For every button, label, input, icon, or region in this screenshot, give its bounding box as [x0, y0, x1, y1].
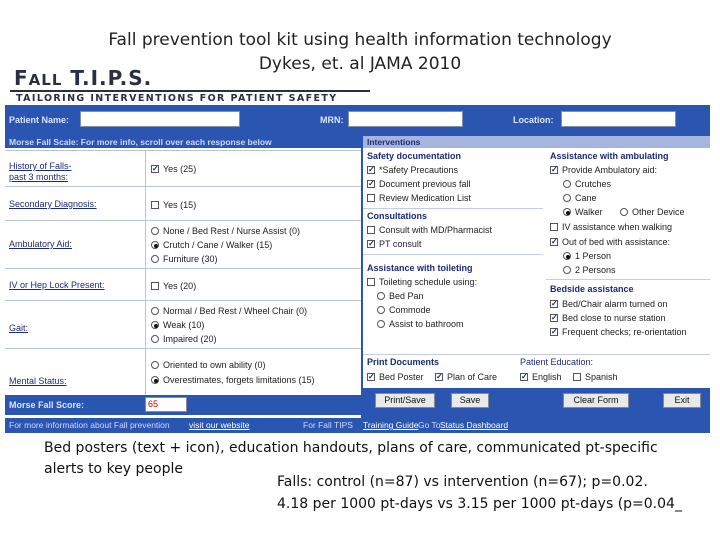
- radio-icon: [377, 320, 385, 328]
- option-label: Normal / Bed Rest / Wheel Chair (0): [163, 306, 308, 316]
- history-of-falls-label-1: History of Falls-: [9, 161, 72, 171]
- training-guide-link[interactable]: Training Guide: [363, 420, 419, 430]
- morse-row-gait: [5, 300, 361, 348]
- out-of-bed-assistance-checkbox[interactable]: [550, 236, 670, 248]
- safety-documentation-title: Safety documentation: [367, 151, 462, 161]
- print-save-button[interactable]: Print/Save: [375, 393, 435, 408]
- aid-cane-radio[interactable]: [563, 192, 597, 204]
- secondary-diagnosis-yes[interactable]: [151, 199, 196, 211]
- plan-of-care-checkbox[interactable]: [435, 371, 497, 383]
- checkbox-checked-icon: [550, 238, 558, 246]
- toileting-schedule-checkbox[interactable]: [367, 276, 477, 288]
- mental-status-oriented[interactable]: [151, 359, 266, 371]
- slide-title-line1: Fall prevention tool kit using health information technology: [108, 30, 612, 50]
- option-label: Frequent checks; re-orientation: [562, 327, 687, 337]
- aid-walker-radio[interactable]: [563, 206, 603, 218]
- row-divider: [145, 301, 146, 348]
- toileting-assist-bathroom-radio[interactable]: [377, 318, 464, 330]
- row-divider: [145, 349, 146, 396]
- checkbox-checked-icon: [550, 314, 558, 322]
- slide-title-line2: Dykes, et. al JAMA 2010: [258, 54, 462, 74]
- option-label: Yes (15): [163, 200, 197, 210]
- visit-website-link[interactable]: visit our website: [189, 420, 250, 430]
- option-label: Bed/Chair alarm turned on: [562, 299, 668, 309]
- secondary-diagnosis-label: Secondary Diagnosis:: [9, 199, 97, 209]
- radio-selected-icon: [563, 252, 571, 260]
- checkbox-checked-icon: [550, 166, 558, 174]
- interventions-header: Interventions: [363, 136, 710, 148]
- option-label: Consult with MD/Pharmacist: [379, 225, 493, 235]
- checkbox-checked-icon: [367, 180, 375, 188]
- logo-tagline: TAILORING INTERVENTIONS FOR PATIENT SAFETY: [16, 93, 338, 104]
- section-divider: [363, 354, 710, 355]
- history-of-falls-label-2: past 3 months:: [9, 172, 69, 182]
- morse-score-bar: [5, 395, 361, 415]
- save-button[interactable]: Save: [451, 393, 489, 408]
- checkbox-icon: [367, 278, 375, 286]
- bed-poster-checkbox[interactable]: [367, 371, 424, 383]
- checkbox-icon: [151, 201, 159, 209]
- toileting-title: Assistance with toileting: [367, 263, 473, 273]
- radio-icon: [563, 180, 571, 188]
- iv-hep-lock-yes[interactable]: [151, 280, 196, 292]
- option-label: *Safety Precautions: [379, 165, 459, 175]
- radio-icon: [151, 227, 159, 235]
- ambulating-title: Assistance with ambulating: [550, 151, 669, 161]
- option-label: Weak (10): [163, 320, 205, 330]
- review-medication-list-checkbox[interactable]: [367, 192, 471, 204]
- radio-selected-icon: [151, 241, 159, 249]
- checkbox-checked-icon: [367, 166, 375, 174]
- checkbox-icon: [550, 223, 558, 231]
- option-label: Out of bed with assistance:: [562, 237, 671, 247]
- mental-status-label: Mental Status:: [9, 376, 67, 386]
- toileting-commode-radio[interactable]: [377, 304, 431, 316]
- fall-tips-logo: [14, 66, 152, 90]
- location-label: Location:: [513, 115, 554, 125]
- gait-weak[interactable]: [151, 319, 204, 331]
- consultations-title: Consultations: [367, 211, 427, 221]
- logo-tips: T.I.P.S.: [70, 66, 153, 90]
- morse-row-secondary-diagnosis: [5, 186, 361, 220]
- option-label: IV assistance when walking: [562, 222, 673, 232]
- option-label: PT consult: [379, 239, 422, 249]
- radio-icon: [377, 306, 385, 314]
- print-documents-title: Print Documents: [367, 357, 440, 367]
- option-label: Spanish: [585, 372, 618, 382]
- document-previous-fall-checkbox[interactable]: [367, 178, 471, 190]
- clear-form-button[interactable]: Clear Form: [563, 393, 629, 408]
- history-of-falls-yes[interactable]: [151, 163, 196, 175]
- aid-other-device-radio[interactable]: [620, 206, 685, 218]
- row-divider: [145, 151, 146, 186]
- logo-divider: [10, 90, 370, 92]
- option-label: Bed Pan: [389, 291, 424, 301]
- option-label: Review Medication List: [379, 193, 472, 203]
- gait-label: Gait:: [9, 323, 29, 333]
- checkbox-icon: [151, 282, 159, 290]
- ambulatory-aid-none[interactable]: [151, 225, 300, 237]
- footer-fall-tips-text: For Fall TIPS: [303, 420, 353, 430]
- morse-score-label: Morse Fall Score:: [9, 400, 85, 410]
- morse-row-ambulatory-aid: [5, 220, 361, 268]
- radio-icon: [151, 307, 159, 315]
- option-label: Provide Ambulatory aid:: [562, 165, 658, 175]
- checkbox-icon: [573, 373, 581, 381]
- checkbox-checked-icon: [435, 373, 443, 381]
- radio-icon: [377, 292, 385, 300]
- one-person-radio[interactable]: [563, 250, 611, 262]
- patient-name-input[interactable]: [80, 111, 240, 127]
- logo-fall-first: F: [14, 66, 29, 90]
- radio-icon: [151, 335, 159, 343]
- row-divider: [145, 269, 146, 300]
- two-persons-radio[interactable]: [563, 264, 616, 276]
- pt-consult-checkbox[interactable]: [367, 238, 421, 250]
- caption-right-line2: 4.18 per 1000 pt-days vs 3.15 per 1000 pt-days (p=0.04_: [277, 496, 682, 512]
- morse-row-iv: [5, 268, 361, 300]
- interventions-panel: [363, 136, 710, 396]
- ambulatory-aid-label: Ambulatory Aid:: [9, 239, 73, 249]
- bedside-assistance-title: Bedside assistance: [550, 284, 634, 294]
- morse-row-history-of-falls: [5, 150, 361, 186]
- action-button-bar: [363, 388, 710, 416]
- patient-name-label: Patient Name:: [9, 115, 70, 125]
- morse-score-field[interactable]: 65: [145, 397, 187, 412]
- checkbox-icon: [367, 226, 375, 234]
- radio-selected-icon: [563, 208, 571, 216]
- morse-row-mental-status: [5, 348, 361, 396]
- frequent-checks-checkbox[interactable]: [550, 326, 687, 338]
- row-divider: [145, 187, 146, 220]
- ambulatory-aid-crutch[interactable]: [151, 239, 272, 251]
- safety-precautions-checkbox[interactable]: [367, 164, 458, 176]
- option-label: Walker: [575, 207, 603, 217]
- education-spanish-checkbox[interactable]: [573, 371, 618, 383]
- option-label: Bed close to nurse station: [562, 313, 666, 323]
- section-divider: [546, 279, 710, 280]
- option-label: Yes (25): [163, 164, 197, 174]
- option-label: Oriented to own ability (0): [163, 360, 266, 370]
- option-label: Overestimates, forgets limitations (15): [163, 375, 315, 385]
- ambulatory-aid-furniture[interactable]: [151, 253, 218, 265]
- checkbox-checked-icon: [550, 328, 558, 336]
- caption-right-line1: Falls: control (n=87) vs intervention (n=67); p=0.02.: [277, 474, 648, 490]
- option-label: Crutches: [575, 179, 612, 189]
- checkbox-checked-icon: [367, 240, 375, 248]
- option-label: Toileting schedule using:: [379, 277, 478, 287]
- logo-fall-rest: ALL: [28, 71, 63, 89]
- section-divider: [363, 208, 543, 209]
- fall-tips-form: [5, 105, 710, 433]
- checkbox-checked-icon: [520, 373, 528, 381]
- option-label: Other Device: [632, 207, 685, 217]
- footer-info-text: For more information about Fall prevention: [9, 420, 170, 430]
- option-label: Bed Poster: [379, 372, 424, 382]
- mrn-label: MRN:: [320, 115, 344, 125]
- radio-selected-icon: [151, 321, 159, 329]
- option-label: Crutch / Cane / Walker (15): [163, 240, 273, 250]
- consult-md-pharmacist-checkbox[interactable]: [367, 224, 492, 236]
- bed-close-nurse-station-checkbox[interactable]: [550, 312, 666, 324]
- mental-status-overestimates[interactable]: [151, 374, 315, 386]
- option-label: Plan of Care: [447, 372, 498, 382]
- gait-impaired[interactable]: [151, 333, 217, 345]
- option-label: 2 Persons: [575, 265, 616, 275]
- iv-assistance-checkbox[interactable]: [550, 221, 672, 233]
- radio-icon: [151, 255, 159, 263]
- radio-selected-icon: [151, 376, 159, 384]
- option-label: Cane: [575, 193, 597, 203]
- option-label: 1 Person: [575, 251, 612, 261]
- exit-button[interactable]: Exit: [663, 393, 701, 408]
- gait-normal[interactable]: [151, 305, 307, 317]
- option-label: Commode: [389, 305, 431, 315]
- morse-header: Morse Fall Scale: For more info, scroll over each response below: [5, 136, 361, 148]
- status-dashboard-link[interactable]: Status Dashboard: [440, 420, 509, 430]
- radio-icon: [620, 208, 628, 216]
- patient-education-title: Patient Education:: [520, 357, 594, 367]
- iv-hep-lock-label: IV or Hep Lock Present:: [9, 280, 105, 290]
- checkbox-checked-icon: [550, 300, 558, 308]
- radio-icon: [151, 361, 159, 369]
- education-english-checkbox[interactable]: [520, 371, 562, 383]
- radio-icon: [563, 266, 571, 274]
- checkbox-icon: [367, 194, 375, 202]
- toileting-bed-pan-radio[interactable]: [377, 290, 424, 302]
- option-label: None / Bed Rest / Nurse Assist (0): [163, 226, 301, 236]
- option-label: Yes (20): [163, 281, 197, 291]
- footer-bar: [5, 418, 710, 433]
- checkbox-checked-icon: [367, 373, 375, 381]
- row-divider: [145, 221, 146, 268]
- caption-left: Bed posters (text + icon), education handouts, plans of care, communicated pt-specific alerts to key people: [44, 440, 658, 477]
- option-label: Document previous fall: [379, 179, 471, 189]
- footer-go-to-text: Go To: [418, 420, 441, 430]
- aid-crutches-radio[interactable]: [563, 178, 611, 190]
- radio-icon: [563, 194, 571, 202]
- bed-chair-alarm-checkbox[interactable]: [550, 298, 668, 310]
- option-label: English: [532, 372, 562, 382]
- mrn-input[interactable]: [348, 111, 463, 127]
- checkbox-checked-icon: [151, 165, 159, 173]
- section-divider: [363, 254, 543, 255]
- option-label: Assist to bathroom: [389, 319, 464, 329]
- location-input[interactable]: [561, 111, 676, 127]
- option-label: Furniture (30): [163, 254, 218, 264]
- morse-fall-scale-panel: [5, 136, 361, 420]
- option-label: Impaired (20): [163, 334, 217, 344]
- provide-ambulatory-aid-checkbox[interactable]: [550, 164, 657, 176]
